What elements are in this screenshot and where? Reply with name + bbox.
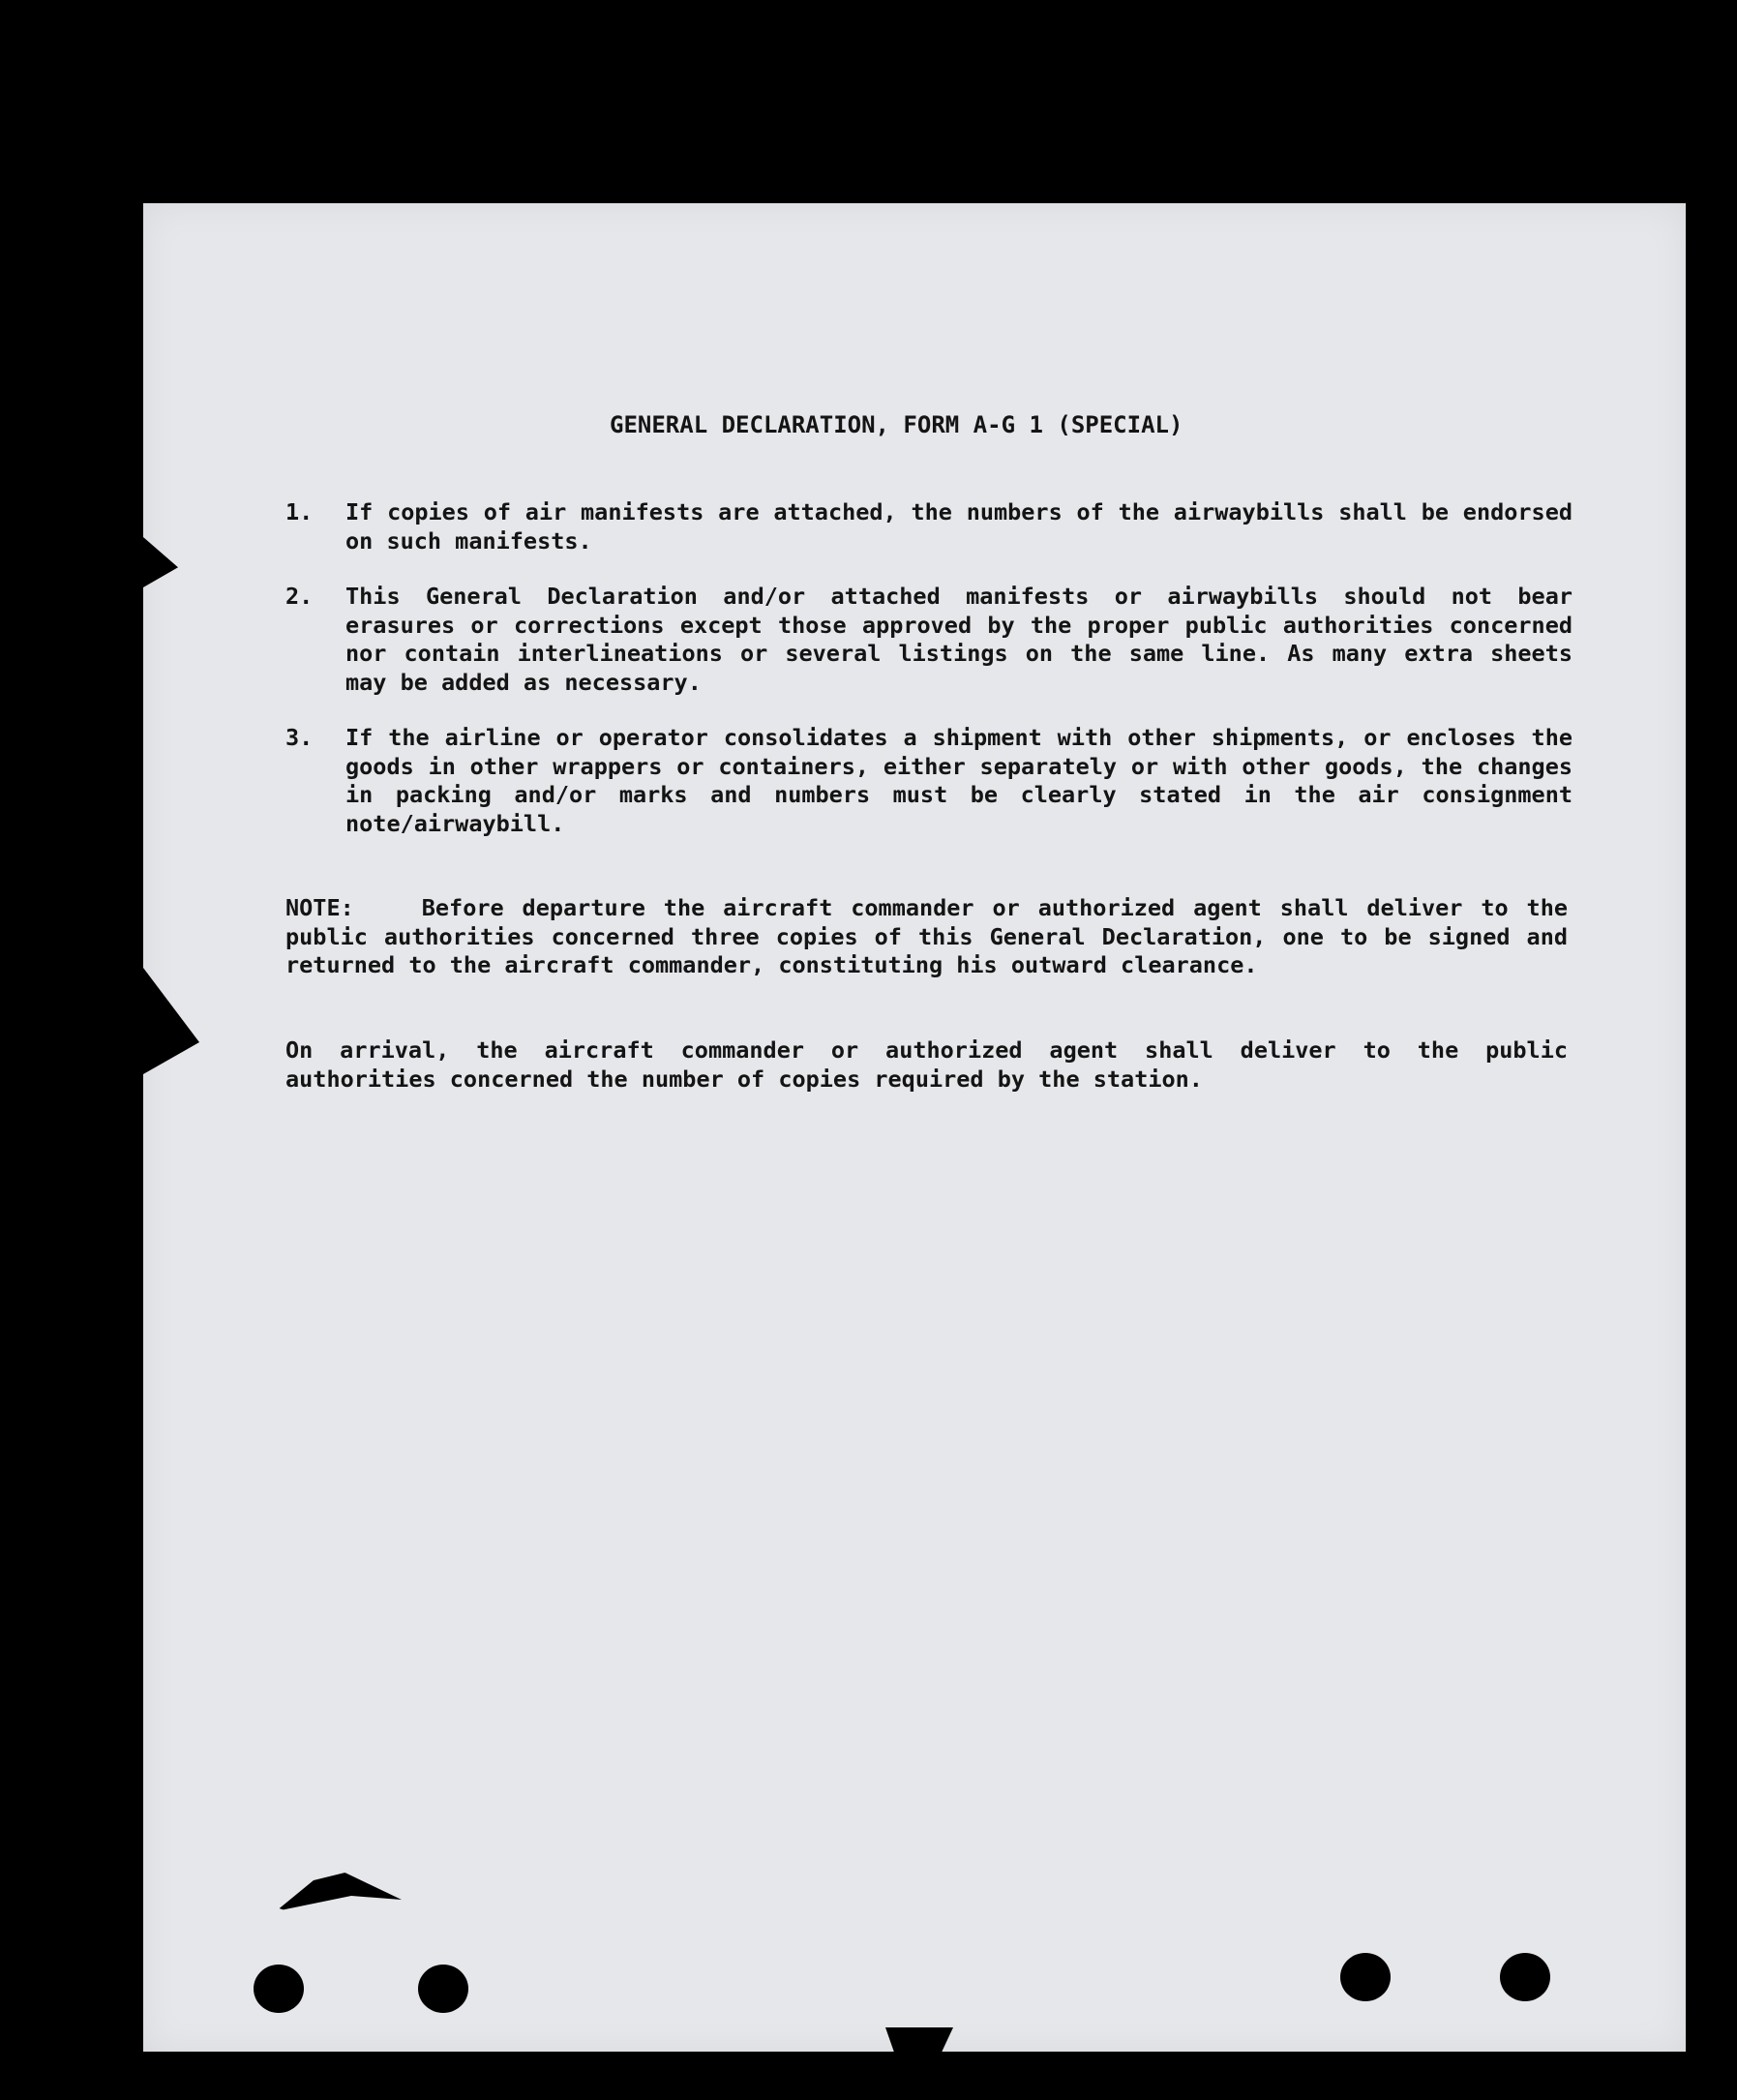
item-number: 1. [285,498,314,525]
instruction-item-2 [285,583,1572,697]
punch-hole [1500,1953,1550,2001]
arrival-text: On arrival, the aircraft commander or authorized agent shall deliver to the public authorities concerned the number of copies required by the station. [285,1036,1568,1093]
document-sheet [143,203,1686,2052]
page-title: GENERAL DECLARATION, FORM A-G 1 (SPECIAL) [610,411,1183,438]
note-text: Before departure the aircraft commander or authorized agent shall deliver to the public authorities concerned three copies of this General Declaration, one to be signed and returned to the aircraft commander, constituting his outward clearance. [285,894,1568,978]
instruction-item-3 [285,724,1572,838]
instruction-item-1 [285,498,1572,555]
item-text: If copies of air manifests are attached, the numbers of the airwaybills shall be endorsed on such manifests. [345,498,1572,555]
punch-hole [254,1965,304,2013]
arrival-paragraph [285,1036,1568,1094]
torn-edge [885,2027,953,2056]
item-text: This General Declaration and/or attached manifests or airwaybills should not bear erasures or corrections except those approved by the proper public authorities concerned nor contain interlineations or several listings on the same line. As many extra sheets may be added as necessary. [345,583,1572,696]
item-number: 2. [285,583,314,610]
punch-hole [418,1965,468,2013]
item-number: 3. [285,724,314,751]
punch-hole [1340,1953,1391,2001]
item-text: If the airline or operator consolidates a shipment with other shipments, or encloses the goods in other wrappers or containers, either separately or with other goods, the changes in packing and/or marks and numbers must be clearly stated in the air consignment note/airwaybill. [345,724,1572,837]
note-label: NOTE: [285,894,354,921]
note-paragraph [285,894,1568,980]
